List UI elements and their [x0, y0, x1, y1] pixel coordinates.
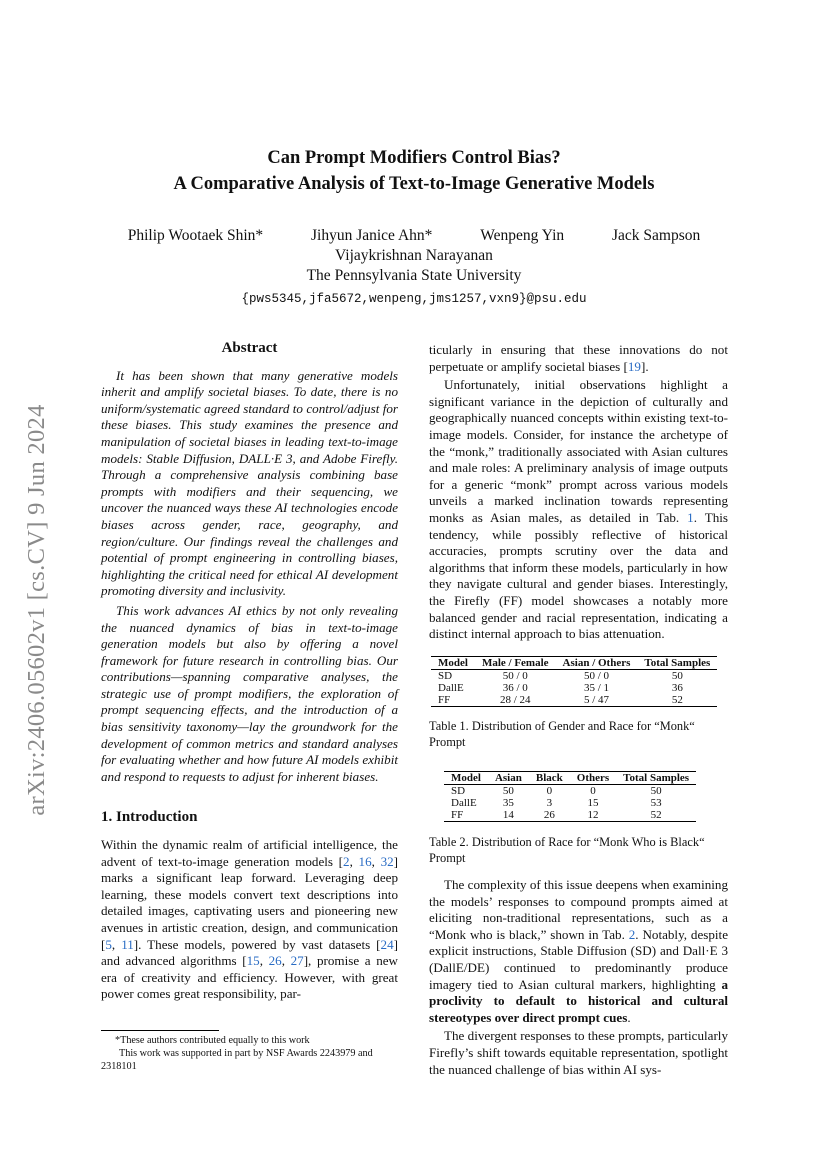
- intro-text-4: ] and advanced algorithms [: [101, 936, 399, 969]
- footnote-funding: This work was supported in part by NSF Awards 2243979 and 2318101: [101, 1048, 373, 1072]
- table-1-grid: [431, 656, 717, 707]
- table-cell: 26: [529, 809, 570, 822]
- table-header-cell: Others: [570, 772, 616, 785]
- right-text-2a: The complexity of this issue deepens when examining the models’ responses to compound prompts aimed at eliciting non-traditional representations, such as a “Monk who is black,” shown in Tab.: [429, 877, 728, 942]
- abstract-paragraph-1: It has been shown that many generative models inherit and amplify societal biases. To date, there is no uniform/systematic agreed standard to control/adjust for these biases. This study examines the presence and manipulation of societal biases in leading text-to-image models: Stable Diffusion, DALL·E 3, and Adobe Firefly. Through a comprehensive analysis combining base prompts with modifiers and their sequencing, we uncover the nuanced ways these AI technologies encode biases across gender, race, geography, and region/culture. Our findings reveal the challenges and potential of prompt engineering in controlling biases, highlighting the critical need for ethical AI development promoting diversity and inclusivity.: [101, 367, 398, 599]
- author-1: Philip Wootaek Shin*: [127, 227, 264, 244]
- citation-link[interactable]: 24: [380, 936, 394, 952]
- citation-link[interactable]: 16: [358, 853, 372, 869]
- abstract-paragraph-2: This work advances AI ethics by not only revealing the nuanced dynamics of bias in text-to-image generation models but also by offering a novel framework for future research in controlling bias. Our contributions—spanning comparative analyses, the strategic use of prompt modifiers, the exploration of prompt sequencing effects, and the introduction of a bias sensitivity taxonomy—lay the groundwork for the development of common metrics and standard analyses for evaluating whether and how future AI models exhibit and respond to requests to adjust for inherent biases.: [101, 602, 398, 784]
- table-header-cell: Model: [444, 772, 488, 785]
- right-text-2b: . Notably, despite explicit instructions, Stable Diffusion (SD) and Dall·E 3 (DallE/DE) continued to predominantly produce imagery tied to Asian cultural markers, highlighting: [429, 926, 728, 992]
- citation-link[interactable]: 11: [121, 936, 134, 952]
- citation-link[interactable]: 19: [627, 358, 641, 374]
- footnote-rule: [101, 1030, 219, 1031]
- table-header-cell: Male / Female: [475, 657, 556, 670]
- table-row: [431, 694, 717, 707]
- right-text-0a: ticularly in ensuring that these innovations do not perpetuate or amplify societal biases [: [429, 342, 728, 374]
- author-2: Jihyun Janice Ahn*: [311, 227, 433, 244]
- table-row: [431, 682, 717, 694]
- table-header-row: [444, 772, 696, 785]
- table-cell: SD: [451, 785, 466, 797]
- footnote-equal-contribution: *These authors contributed equally to this work: [115, 1035, 310, 1046]
- table-header-cell: Total Samples: [637, 657, 717, 670]
- intro-text-5: ], promise a new era of creativity and efficiency. However, with great power comes great responsibility, par-: [101, 953, 399, 1002]
- arxiv-identifier: [22, 375, 52, 845]
- right-column-top: [429, 342, 728, 643]
- introduction-paragraph-1: Within the dynamic realm of artificial intelligence, the advent of text-to-image generation models [2, 16, 32] marks a significant leap forward. Leveraging deep learning, these models convert text descriptions into detailed images, captivating users and pioneering new avenues in artistic creation, design, and communication [5, 11]. These models, powered by vast datasets [24] and advanced algorithms [15, 26, 27], promise a new era of creativity and efficiency. However, with great power comes great responsibility, par-: [101, 837, 399, 1002]
- table-row: [444, 809, 696, 822]
- author-names: [0, 226, 828, 246]
- right-text-2-emphasis: a proclivity to default to historical and cultural stereotypes over direct prompt cues: [429, 976, 728, 1025]
- table-cell: 52: [616, 809, 696, 822]
- table-2-caption: Table 2. Distribution of Race for “Monk Who is Black“ Prompt: [429, 835, 705, 865]
- right-text-2c: .: [627, 1009, 631, 1025]
- author-5: Vijaykrishnan Narayanan: [335, 247, 493, 264]
- author-block: [0, 226, 828, 309]
- title-line-1: Can Prompt Modifiers Control Bias?: [267, 148, 561, 168]
- table-cell: 50 / 0: [502, 670, 528, 682]
- table-cell: 35 / 1: [583, 682, 609, 694]
- left-column: [101, 340, 398, 1003]
- table-cell: 50: [671, 670, 683, 682]
- table-cell: 52: [637, 694, 717, 707]
- intro-text-2: ] marks a significant leap forward. Leveraging deep learning, these models convert text descriptions into detailed images, captivating users and pioneering new avenues in artistic creation, design, and communication [: [101, 853, 399, 952]
- table-1-reference[interactable]: 1: [687, 509, 694, 525]
- table-cell: FF: [431, 694, 475, 707]
- introduction-heading: 1. Introduction: [101, 809, 198, 826]
- table-2-reference[interactable]: 2: [628, 926, 636, 942]
- author-3: Wenpeng Yin: [480, 227, 565, 244]
- right-text-0b: ].: [640, 358, 649, 374]
- arxiv-identifier-text: arXiv:2406.05602v1 [cs.CV] 9 Jun 2024: [23, 404, 50, 816]
- table-cell: 36: [671, 682, 683, 694]
- table-cell: 5 / 47: [556, 694, 638, 707]
- right-paragraph-2: [429, 877, 728, 1026]
- table-cell: 53: [650, 797, 662, 809]
- table-2-grid: [444, 771, 696, 822]
- table-header-row: [431, 657, 717, 670]
- table-cell: FF: [444, 809, 488, 822]
- citation-link[interactable]: 27: [290, 953, 304, 969]
- author-emails: {pws5345,jfa5672,wenpeng,jms1257,vxn9}@psu.edu: [241, 292, 587, 306]
- table-cell: 35: [502, 797, 514, 809]
- table-header-cell: Total Samples: [616, 772, 696, 785]
- right-column-bottom: [429, 877, 728, 1078]
- citation-link[interactable]: 15: [246, 953, 260, 969]
- table-cell: 50: [502, 785, 514, 797]
- table-2: [444, 771, 696, 822]
- right-paragraph-0: [429, 342, 728, 375]
- right-paragraph-1: [429, 377, 728, 643]
- table-cell: 50: [650, 785, 662, 797]
- abstract-heading: Abstract: [221, 340, 278, 356]
- table-cell: 15: [587, 797, 599, 809]
- citation-link[interactable]: 26: [268, 953, 282, 969]
- intro-text-3: ]. These models, powered by vast datasets [: [133, 936, 381, 952]
- right-paragraph-3: The divergent responses to these prompts, particularly Firefly’s shift towards equitable representation, spotlight the nuanced challenge of bias within AI sys-: [429, 1028, 728, 1077]
- table-header-cell: Asian / Others: [556, 657, 638, 670]
- table-cell: SD: [438, 670, 453, 682]
- table-cell: 12: [570, 809, 616, 822]
- paper-title: [0, 145, 828, 197]
- table-row: [444, 785, 696, 798]
- table-cell: 0: [546, 785, 553, 797]
- intro-text-1: Within the dynamic realm of artificial intelligence, the advent of text-to-image generation models [: [101, 837, 398, 869]
- author-4: Jack Sampson: [612, 227, 701, 244]
- table-cell: 3: [546, 797, 553, 809]
- table-1: [431, 656, 717, 707]
- table-row: [444, 797, 696, 809]
- table-cell: 14: [488, 809, 529, 822]
- table-header-cell: Model: [431, 657, 475, 670]
- right-text-1b: . This tendency, while possibly reflective of historical accuracies, prompts scrutiny over the data and algorithms that inform these models, particularly in how they navigate cultural and gender biases. Interestingly, the Firefly (FF) model showcases a notably more balanced gender and racial representation, indicating a distinct internal approach to bias attenuation.: [429, 509, 728, 642]
- title-line-2: A Comparative Analysis of Text-to-Image Generative Models: [173, 174, 655, 194]
- affiliation: The Pennsylvania State University: [306, 267, 522, 284]
- table-cell: 28 / 24: [475, 694, 556, 707]
- table-header-cell: Black: [529, 772, 570, 785]
- citation-link[interactable]: 2: [343, 853, 350, 869]
- table-cell: DallE: [438, 682, 464, 694]
- table-row: [431, 670, 717, 683]
- table-header-cell: Asian: [488, 772, 529, 785]
- table-cell: 0: [590, 785, 596, 797]
- table-1-caption: Table 1. Distribution of Gender and Race for “Monk“ Prompt: [429, 719, 695, 749]
- right-text-1a: Unfortunately, initial observations highlight a significant variance in the depiction of culturally and geographically nuanced concepts within existing text-to-image models. Consider, for instance the archetype of the “monk,” traditionally associated with Asian cultures and male roles: A preliminary analysis of image outputs for a generic “monk” prompt across various models unveils a marked inclination towards representing monks as Asian males, as detailed in Tab.: [429, 377, 728, 525]
- footnotes: [101, 1034, 401, 1073]
- table-cell: DallE: [451, 797, 477, 809]
- table-cell: 50 / 0: [583, 670, 609, 682]
- citation-link[interactable]: 5: [105, 936, 112, 952]
- table-cell: 36 / 0: [502, 682, 528, 694]
- citation-link[interactable]: 32: [380, 853, 394, 869]
